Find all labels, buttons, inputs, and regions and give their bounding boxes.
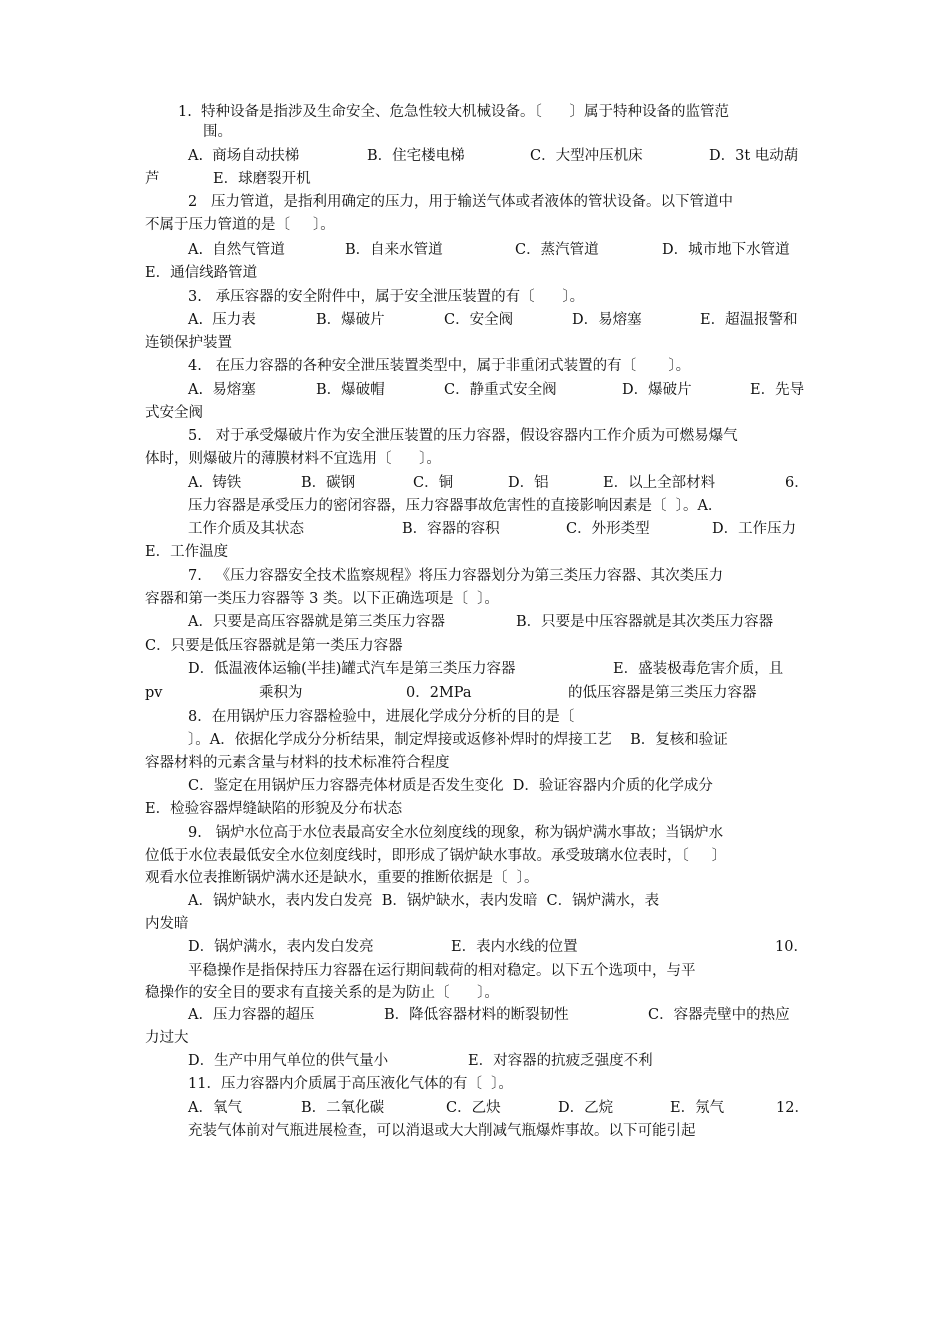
q7-option-e: E．盛装极毒危害介质，且 [613,661,784,677]
q9-stem: 9. 锅炉水位高于水位表最高安全水位刻度线的现象，称为锅炉满水事故；当锅炉水 [188,825,724,841]
q8-stem: 8．在用锅炉压力容器检验中，进展化学成分分析的目的是〔 [188,709,575,725]
q8-line-4: C．鉴定在用锅炉压力容器壳体材质是否发生变化 D．验证容器内介质的化学成分 [188,778,713,794]
q1-options-cont [0,169,950,189]
q10-option-a: A．压力容器的超压 [188,1007,315,1023]
q5-option-e: E．以上全部材料 [603,475,716,491]
q1-option-b: B．住宅楼电梯 [367,148,465,164]
q5-option-a: A. 铸铁 [188,475,242,491]
q1-stem-cont: 围。 [203,124,232,140]
q8-line-3: 容器材料的元素含量与材料的技术标准符合程度 [145,755,450,771]
q11-option-d: D．乙烷 [558,1100,614,1116]
q6-option-a: 工作介质及其状态 [188,521,304,537]
q4-option-e-cont: 式安全阀 [145,405,203,421]
q3-option-e-cont: 连锁保护装置 [145,335,232,351]
q11-option-e: E．氖气 [670,1100,725,1116]
q1-option-d: D．3t 电动葫 [709,148,799,164]
q2-options [0,240,950,260]
q4-option-c: C．静重式安全阀 [444,382,557,398]
q7-e-product: 乘积为 [259,685,303,701]
q3-option-d: D．易熔塞 [572,312,642,328]
q12-stem: 充装气体前对气瓶进展检查，可以消退或大大削减气瓶爆炸事故。以下可能引起 [188,1123,696,1139]
q2-option-b: B．自来水管道 [345,242,443,258]
q10-stem-cont: 稳操作的安全目的要求有直接关系的是为防止〔 〕。 [145,985,499,1001]
q2-option-e: E．通信线路管道 [145,265,258,281]
q11-options [0,1098,950,1118]
q9-options-abc: A．锅炉缺水，表内发白发亮 B．锅炉缺水，表内发暗 C．锅炉满水，表 [188,893,660,909]
q4-stem: 4. 在压力容器的各种安全泄压装置类型中，属于非重闭式装置的有〔 〕。 [188,358,691,374]
q4-option-a: A. 易熔塞 [188,382,256,398]
q1-option-e: E．球磨裂开机 [213,171,311,187]
q1-option-c: C．大型冲压机床 [530,148,643,164]
q8-line-5: E．检验容器焊缝缺陷的形貌及分布状态 [145,801,403,817]
q10-options-de [0,1051,950,1071]
q4-option-d: D．爆破片 [622,382,692,398]
q7-option-d: D．低温液体运输(半挂)罐式汽车是第三类压力容器 [188,661,516,677]
q9-option-e: E．表内水线的位置 [451,939,578,955]
q6-option-d: D．工作压力 [712,521,797,537]
q6-option-b: B．容器的容积 [402,521,500,537]
q9-option-d: D．锅炉满水，表内发白发亮 [188,939,374,955]
q5-options [0,473,950,493]
q7-option-c: C．只要是低压容器就是第一类压力容器 [145,638,403,654]
q10-options [0,1005,950,1025]
q2-stem-cont: 不属于压力管道的是〔 〕。 [145,217,335,233]
q1-option-d-cont: 芦 [145,171,160,187]
q11-stem: 11．压力容器内介质属于高压液化气体的有〔 〕。 [188,1076,513,1092]
q10-option-e: E．对容器的抗疲乏强度不利 [468,1053,653,1069]
q3-option-e: E．超温报警和 [700,312,798,328]
q3-option-a: A. 压力表 [188,312,256,328]
q10-option-c-cont: 力过大 [145,1030,189,1046]
q10-number: 10． [775,939,808,955]
q1-option-a: A. 商场自动扶梯 [188,148,300,164]
q5-option-c: C．铜 [413,475,454,491]
q7-e-pv: pv [145,685,163,701]
q5-option-d: D．铝 [508,475,549,491]
q5-option-b: B．碳钢 [301,475,356,491]
q8-line-2: 〕。A．依据化学成分分析结果，制定焊接或返修补焊时的焊接工艺 B．复核和验证 [188,732,728,748]
q9-line-2: 位低于水位表最低安全水位刻度线时，即形成了锅炉缺水事故。承受玻璃水位表时，〔 〕 [145,848,727,864]
q7-options-ab [0,612,950,632]
q10-option-d: D．生产中用气单位的供气量小 [188,1053,389,1069]
q9-line-3: 观看水位表推断锅炉满水还是缺水，重要的推断依据是〔 〕。 [145,870,539,886]
q6-number: 6． [785,475,809,491]
q6-option-c: C．外形类型 [566,521,650,537]
q3-stem: 3. 承压容器的安全附件中，属于安全泄压装置的有〔 〕。 [188,289,585,305]
q7-e-tail: 的低压容器是第三类压力容器 [568,685,757,701]
q7-option-b: B．只要是中压容器就是其次类压力容器 [516,614,774,630]
q9-options-de [0,937,950,957]
q1-stem: 1. 特种设备是指涉及生命安全、危急性较大机械设备。〔 〕属于特种设备的监管范 [178,104,729,120]
q9-options-abc-cont: 内发暗 [145,916,189,932]
q7-e-pressure: 0．2MPa [406,685,472,701]
q7-options-de [0,659,950,679]
q10-option-c: C．容器壳壁中的热应 [648,1007,790,1023]
q2-option-c: C．蒸汽管道 [515,242,599,258]
q4-option-b: B．爆破帽 [316,382,385,398]
q6-options [0,519,950,539]
q4-options [0,380,950,400]
q3-option-c: C．安全阀 [444,312,514,328]
q4-option-e: E．先导 [750,382,805,398]
q7-stem-cont: 容器和第一类压力容器等 3 类。以下正确选项是〔 〕。 [145,591,499,607]
q6-option-e: E．工作温度 [145,544,229,560]
q12-number: 12． [776,1100,809,1116]
q11-option-c: C．乙炔 [446,1100,501,1116]
q2-option-a: A. 自然气管道 [188,242,285,258]
q2-option-d: D．城市地下水管道 [662,242,790,258]
q3-option-b: B．爆破片 [316,312,385,328]
q7-option-e-cont [0,683,950,703]
q11-option-a: A．氧气 [188,1100,242,1116]
q5-stem-cont: 体时，则爆破片的薄膜材料不宜选用〔 〕。 [145,451,441,467]
q6-stem: 压力容器是承受压力的密闭容器，压力容器事故危害性的直接影响因素是〔 〕。A． [188,498,723,514]
q3-options [0,310,950,330]
q7-stem: 7. 《压力容器安全技术监察规程》将压力容器划分为第三类压力容器、其次类压力 [188,568,724,584]
q10-stem: 平稳操作是指保持压力容器在运行期间载荷的相对稳定。以下五个选项中，与平 [188,963,696,979]
q5-stem: 5. 对于承受爆破片作为安全泄压装置的压力容器，假设容器内工作介质为可燃易爆气 [188,428,738,444]
q11-option-b: B．二氧化碳 [301,1100,385,1116]
q7-option-a: A．只要是高压容器就是第三类压力容器 [188,614,445,630]
q10-option-b: B．降低容器材料的断裂韧性 [384,1007,569,1023]
q1-options [0,146,950,166]
q2-stem: 2 压力管道，是指利用确定的压力，用于输送气体或者液体的管状设备。以下管道中 [188,194,734,210]
